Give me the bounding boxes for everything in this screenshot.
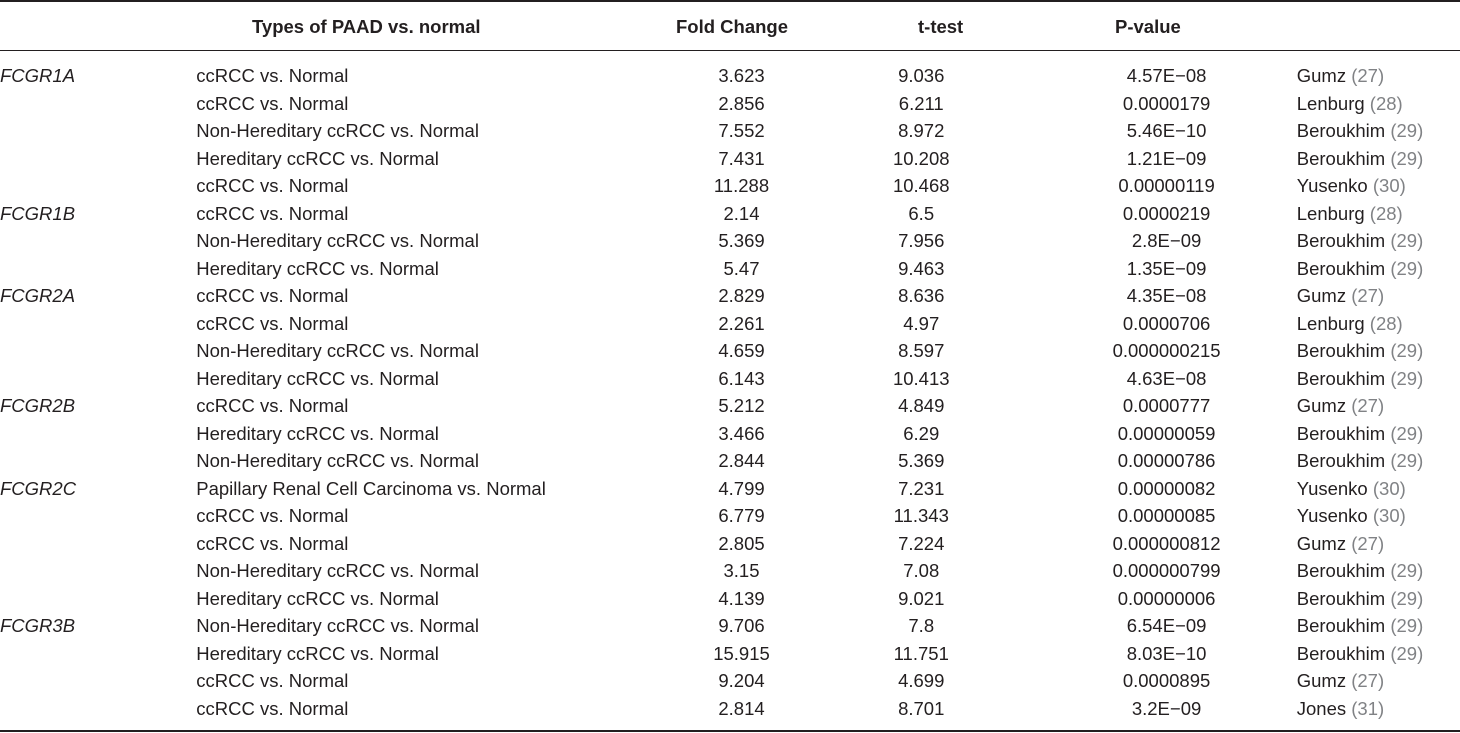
source-cell [1297,365,1460,393]
table-row [0,502,1460,530]
reference-link[interactable]: (29) [1390,120,1424,141]
source-author: Beroukhim [1296,450,1386,471]
p-value-cell: 0.000000799 [1112,560,1221,581]
reference-link[interactable]: (29) [1390,450,1424,471]
table-row [0,475,1460,503]
gene-cell [0,255,196,283]
gene-cell [0,557,196,585]
comparison-type-cell: Hereditary ccRCC vs. Normal [196,422,439,444]
header-type: Types of PAAD vs. normal [252,16,481,37]
source-author: Yusenko [1296,477,1368,499]
t-test-cell: 10.468 [892,175,950,196]
header-fold-change: Fold Change [676,16,789,37]
t-test-cell: 10.413 [892,367,950,389]
comparison-type-cell: Hereditary ccRCC vs. Normal [196,367,439,389]
gene-cell [0,640,196,668]
table-row [0,392,1460,420]
table-row [0,557,1460,585]
table-row [0,640,1460,668]
reference-link[interactable]: (29) [1390,642,1424,664]
fold-change-cell: 3.623 [718,65,765,86]
gene-cell [0,447,196,475]
gene-cell: FCGR2C [0,477,77,499]
p-value-cell: 0.0000895 [1122,670,1211,691]
source-author: Beroukhim [1296,422,1386,444]
source-cell [1297,200,1460,228]
source-cell [1297,695,1460,723]
p-value-cell: 0.00000059 [1117,422,1216,444]
source-cell [1297,447,1460,475]
source-author: Gumz [1296,65,1347,86]
t-test-cell: 7.08 [903,560,940,581]
fold-change-cell: 2.856 [718,92,765,114]
p-value-cell: 0.0000219 [1122,202,1211,224]
table-row [0,667,1460,695]
comparison-type-cell: Hereditary ccRCC vs. Normal [196,642,439,664]
table-body [0,62,1460,722]
reference-link[interactable]: (29) [1390,367,1424,389]
reference-link[interactable]: (30) [1372,175,1406,196]
top-rule [0,0,1460,2]
p-value-cell: 4.57E−08 [1126,65,1207,86]
comparison-type-cell: ccRCC vs. Normal [196,175,349,196]
comparison-type-cell: ccRCC vs. Normal [196,312,349,334]
comparison-type-cell: Non-Hereditary ccRCC vs. Normal [196,120,479,141]
p-value-cell: 0.000000812 [1112,532,1221,554]
source-cell [1297,420,1460,448]
source-author: Lenburg [1296,92,1365,114]
p-value-cell: 0.00000006 [1117,587,1216,609]
gene-cell [0,310,196,338]
fold-change-cell: 11.288 [713,175,770,196]
source-cell [1297,530,1460,558]
comparison-type-cell: Non-Hereditary ccRCC vs. Normal [196,340,479,361]
reference-link[interactable]: (31) [1351,697,1385,719]
table-row [0,585,1460,613]
p-value-cell: 3.2E−09 [1131,697,1202,719]
comparison-type-cell: Hereditary ccRCC vs. Normal [196,257,439,279]
comparison-type-cell: ccRCC vs. Normal [196,505,349,526]
source-cell [1297,145,1460,173]
t-test-cell: 8.701 [898,697,945,719]
fold-change-cell: 2.814 [718,697,765,719]
gene-cell: FCGR3B [0,615,76,636]
reference-link[interactable]: (27) [1351,65,1385,86]
reference-link[interactable]: (27) [1351,395,1385,416]
source-cell [1297,612,1460,640]
gene-cell [0,502,196,530]
reference-link[interactable]: (29) [1390,147,1424,169]
gene-cell [0,530,196,558]
source-cell [1297,640,1460,668]
source-author: Beroukhim [1296,230,1386,251]
source-cell [1297,392,1460,420]
t-test-cell: 7.8 [908,615,935,636]
header-rule [0,50,1460,51]
fold-change-cell: 2.805 [718,532,765,554]
table-row [0,337,1460,365]
comparison-type-cell: Papillary Renal Cell Carcinoma vs. Normal [196,477,546,499]
source-author: Beroukhim [1296,367,1386,389]
reference-link[interactable]: (27) [1351,532,1385,554]
reference-link[interactable]: (29) [1390,230,1424,251]
fold-change-cell: 4.139 [718,587,765,609]
reference-link[interactable]: (29) [1390,615,1424,636]
source-cell [1297,62,1460,90]
source-cell [1297,337,1460,365]
comparison-type-cell: ccRCC vs. Normal [196,697,349,719]
p-value-cell: 1.21E−09 [1126,147,1207,169]
p-value-cell: 1.35E−09 [1126,257,1207,279]
t-test-cell: 8.636 [898,285,945,306]
p-value-cell: 6.54E−09 [1126,615,1207,636]
t-test-cell: 11.751 [893,642,949,664]
fold-change-cell: 6.779 [718,505,765,526]
gene-cell [0,667,196,695]
gene-cell [0,145,196,173]
t-test-cell: 4.849 [898,395,945,416]
t-test-cell: 10.208 [892,147,950,169]
source-author: Lenburg [1296,312,1365,334]
source-cell [1297,310,1460,338]
p-value-cell: 5.46E−10 [1126,120,1207,141]
fold-change-cell: 2.829 [718,285,765,306]
table-row [0,227,1460,255]
fold-change-cell: 5.369 [718,230,765,251]
gene-cell [0,172,196,200]
reference-link[interactable]: (28) [1369,92,1403,114]
fold-change-cell: 7.431 [718,147,765,169]
comparison-type-cell: Non-Hereditary ccRCC vs. Normal [196,615,479,636]
comparison-type-cell: ccRCC vs. Normal [196,92,349,114]
comparison-type-cell: ccRCC vs. Normal [196,395,349,416]
table-row [0,145,1460,173]
fold-change-cell: 4.799 [718,477,765,499]
source-cell [1297,585,1460,613]
p-value-cell: 0.0000706 [1122,312,1211,334]
bottom-rule [0,730,1460,732]
fold-change-cell: 5.212 [718,395,765,416]
source-author: Beroukhim [1296,120,1386,141]
reference-link[interactable]: (29) [1390,560,1424,581]
comparison-type-cell: ccRCC vs. Normal [196,65,349,86]
source-author: Gumz [1296,670,1347,691]
source-author: Gumz [1296,532,1347,554]
source-cell [1297,255,1460,283]
source-author: Lenburg [1296,202,1365,224]
table-row [0,530,1460,558]
p-value-cell: 4.35E−08 [1126,285,1207,306]
p-value-cell: 0.0000777 [1122,395,1211,416]
fold-change-cell: 6.143 [718,367,765,389]
source-author: Jones [1296,697,1347,719]
source-cell [1297,502,1460,530]
gene-cell [0,420,196,448]
p-value-cell: 0.00000119 [1118,175,1215,196]
gene-cell [0,585,196,613]
reference-link[interactable]: (28) [1369,202,1403,224]
reference-link[interactable]: (28) [1369,312,1403,334]
table-row [0,365,1460,393]
reference-link[interactable]: (27) [1351,670,1385,691]
gene-cell [0,695,196,723]
gene-cell [0,337,196,365]
fold-change-cell: 5.47 [723,257,760,279]
comparison-type-cell: Non-Hereditary ccRCC vs. Normal [196,560,479,581]
reference-link[interactable]: (29) [1390,422,1424,444]
comparison-type-cell: ccRCC vs. Normal [196,285,349,306]
source-cell [1297,667,1460,695]
source-author: Beroukhim [1296,587,1386,609]
reference-link[interactable]: (29) [1390,257,1424,279]
t-test-cell: 6.29 [903,422,940,444]
t-test-cell: 9.021 [898,587,945,609]
reference-link[interactable]: (30) [1372,505,1406,526]
source-author: Beroukhim [1296,147,1386,169]
reference-link[interactable]: (29) [1390,587,1424,609]
p-value-cell: 0.0000179 [1122,92,1211,114]
t-test-cell: 7.231 [898,477,945,499]
source-cell [1297,557,1460,585]
comparison-type-cell: Non-Hereditary ccRCC vs. Normal [196,230,479,251]
t-test-cell: 9.036 [898,65,945,86]
fold-change-cell: 3.15 [723,560,760,581]
t-test-cell: 6.5 [908,202,935,224]
p-value-cell: 0.00000085 [1117,505,1216,526]
p-value-cell: 0.00000082 [1117,477,1216,499]
gene-cell: FCGR2B [0,395,76,416]
fold-change-cell: 15.915 [713,642,770,664]
gene-cell: FCGR1A [0,65,76,86]
fold-change-cell: 7.552 [718,120,765,141]
source-author: Beroukhim [1296,257,1386,279]
table-row [0,695,1460,723]
source-author: Yusenko [1296,505,1368,526]
gene-cell [0,90,196,118]
gene-cell [0,227,196,255]
fold-change-cell: 2.261 [718,312,765,334]
comparison-type-cell: Hereditary ccRCC vs. Normal [196,147,439,169]
reference-link[interactable]: (27) [1351,285,1385,306]
source-cell [1297,227,1460,255]
source-author: Beroukhim [1296,340,1386,361]
p-value-cell: 4.63E−08 [1126,367,1207,389]
fold-change-cell: 3.466 [718,422,765,444]
t-test-cell: 4.699 [898,670,945,691]
table-rows [0,62,1460,722]
fold-change-cell: 2.14 [723,202,760,224]
p-value-cell: 8.03E−10 [1126,642,1207,664]
table-row [0,90,1460,118]
t-test-cell: 7.956 [898,230,945,251]
header-p-value: P-value [1115,16,1181,37]
t-test-cell: 9.463 [898,257,945,279]
table-row [0,310,1460,338]
t-test-cell: 5.369 [898,450,945,471]
reference-link[interactable]: (29) [1390,340,1424,361]
p-value-cell: 2.8E−09 [1131,230,1202,251]
source-cell [1297,117,1460,145]
fold-change-cell: 9.706 [718,615,765,636]
source-author: Gumz [1296,285,1347,306]
header-t-test: t-test [918,16,964,37]
t-test-cell: 6.211 [898,92,944,114]
p-value-cell: 0.00000786 [1117,450,1216,471]
source-cell [1297,475,1460,503]
table-row [0,172,1460,200]
table-row [0,282,1460,310]
table-row [0,117,1460,145]
comparison-type-cell: Hereditary ccRCC vs. Normal [196,587,439,609]
t-test-cell: 4.97 [903,312,940,334]
reference-link[interactable]: (30) [1372,477,1406,499]
source-author: Beroukhim [1296,642,1386,664]
table-row [0,255,1460,283]
table-row [0,200,1460,228]
comparison-type-cell: Non-Hereditary ccRCC vs. Normal [196,450,479,471]
t-test-cell: 8.972 [898,120,945,141]
t-test-cell: 11.343 [893,505,949,526]
p-value-cell: 0.000000215 [1112,340,1221,361]
comparison-type-cell: ccRCC vs. Normal [196,532,349,554]
table-row [0,447,1460,475]
source-author: Yusenko [1296,175,1368,196]
fold-change-cell: 2.844 [718,450,765,471]
source-cell [1297,90,1460,118]
fold-change-cell: 9.204 [718,670,765,691]
comparison-type-cell: ccRCC vs. Normal [196,202,349,224]
source-author: Beroukhim [1296,615,1386,636]
table-row [0,62,1460,90]
t-test-cell: 8.597 [898,340,945,361]
gene-cell [0,365,196,393]
fold-change-cell: 4.659 [718,340,765,361]
gene-cell: FCGR1B [0,202,76,224]
source-author: Beroukhim [1296,560,1386,581]
source-cell [1297,282,1460,310]
table-row [0,420,1460,448]
gene-cell [0,117,196,145]
source-author: Gumz [1296,395,1347,416]
gene-cell: FCGR2A [0,285,76,306]
comparison-type-cell: ccRCC vs. Normal [196,670,349,691]
table-row [0,612,1460,640]
t-test-cell: 7.224 [898,532,945,554]
source-cell [1297,172,1460,200]
